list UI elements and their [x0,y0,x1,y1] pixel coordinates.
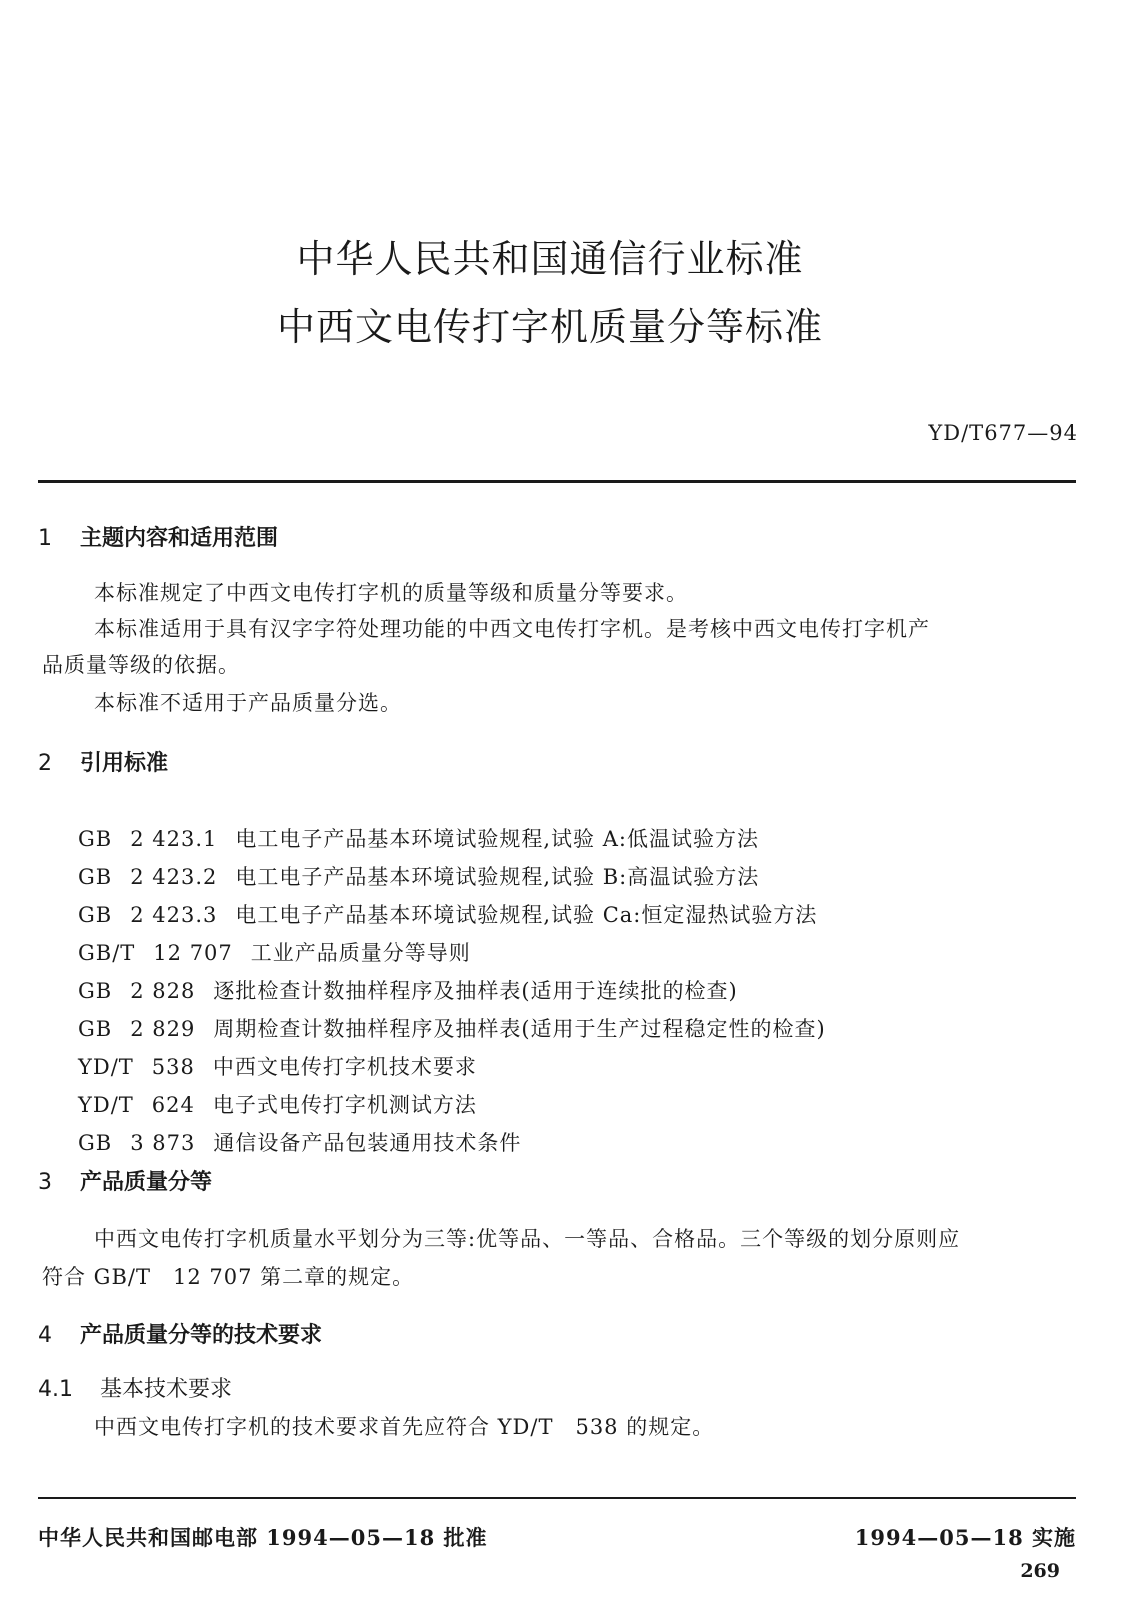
section-3-paragraph-1b: 符合 GB/T 12 707 第二章的规定。 [42,1265,415,1289]
ref-title: 中西文电传打字机技术要求 [212,1055,477,1079]
section-title: 产品质量分等的技术要求 [80,1323,323,1348]
header-rule [38,480,1076,483]
section-3-heading [38,1165,212,1196]
normative-reference-list [78,820,844,1162]
footer-rule [38,1497,1076,1499]
reference-item [78,972,844,1010]
section-4-paragraph-1: 中西文电传打字机的技术要求首先应符合 YD/T 538 的规定。 [94,1415,715,1439]
ref-prefix: GB [78,827,113,851]
ref-prefix: GB [78,1017,113,1041]
section-1-paragraph-1: 本标准规定了中西文电传打字机的质量等级和质量分等要求。 [94,581,688,605]
section-1-paragraph-3: 本标准不适用于产品质量分选。 [94,691,402,715]
section-number: 2 [38,751,52,776]
subsection-title: 基本技术要求 [100,1377,233,1402]
ref-code: 2 828 [130,979,196,1003]
ref-title: 电工电子产品基本环境试验规程,试验 A:低温试验方法 [235,827,759,851]
section-number: 4 [38,1323,52,1348]
section-title: 产品质量分等 [80,1170,213,1195]
section-3-paragraph-1a: 中西文电传打字机质量水平划分为三等:优等品、一等品、合格品。三个等级的划分原则应 [94,1227,961,1251]
page-number: 269 [1020,1560,1060,1582]
section-number: 1 [38,526,52,551]
ref-prefix: GB/T [78,941,136,965]
ref-title: 电工电子产品基本环境试验规程,试验 B:高温试验方法 [235,865,760,889]
ref-code: 3 873 [130,1131,196,1155]
ref-title: 电工电子产品基本环境试验规程,试验 Ca:恒定湿热试验方法 [235,903,818,927]
section-title: 主题内容和适用范围 [80,526,279,551]
ref-title: 周期检查计数抽样程序及抽样表(适用于生产过程稳定性的检查) [213,1017,826,1041]
reference-item [78,896,844,934]
ref-prefix: GB [78,865,113,889]
reference-item [78,1048,844,1086]
ref-title: 通信设备产品包装通用技术条件 [213,1131,522,1155]
ref-prefix: GB [78,979,113,1003]
section-4-heading [38,1318,322,1349]
reference-item [78,934,844,972]
ref-prefix: GB [78,1131,113,1155]
ref-prefix: YD/T [78,1093,134,1117]
ref-code: 2 829 [130,1017,196,1041]
subsection-4-1-heading [38,1372,232,1403]
document-title: 中西文电传打字机质量分等标准 [276,305,823,349]
reference-item [78,1086,844,1124]
ref-code: 2 423.3 [130,903,218,927]
reference-item [78,858,844,896]
section-1-paragraph-2a: 本标准适用于具有汉字字符处理功能的中西文电传打字机。是考核中西文电传打字机产 [94,617,930,641]
standard-category-title: 中华人民共和国通信行业标准 [296,237,804,281]
ref-title: 电子式电传打字机测试方法 [212,1093,477,1117]
section-2-heading [38,746,168,777]
section-1-heading [38,521,278,552]
effective-date-statement: 1994—05—18 实施 [854,1525,1076,1550]
ref-code: 2 423.1 [130,827,218,851]
ref-code: 538 [151,1055,195,1079]
approval-statement: 中华人民共和国邮电部 1994—05—18 批准 [38,1525,488,1550]
ref-title: 工业产品质量分等导则 [250,941,471,965]
ref-prefix: YD/T [78,1055,134,1079]
section-1-paragraph-2b: 品质量等级的依据。 [42,653,240,677]
ref-code: 12 707 [153,941,233,965]
ref-prefix: GB [78,903,113,927]
ref-code: 2 423.2 [130,865,218,889]
reference-item [78,1010,844,1048]
ref-code: 624 [151,1093,195,1117]
reference-item [78,1124,844,1162]
section-number: 3 [38,1170,52,1195]
subsection-number: 4.1 [38,1377,73,1402]
standard-code: YD/T677—94 [928,421,1078,445]
ref-title: 逐批检查计数抽样程序及抽样表(适用于连续批的检查) [213,979,738,1003]
reference-item [78,820,844,858]
section-title: 引用标准 [80,751,169,776]
